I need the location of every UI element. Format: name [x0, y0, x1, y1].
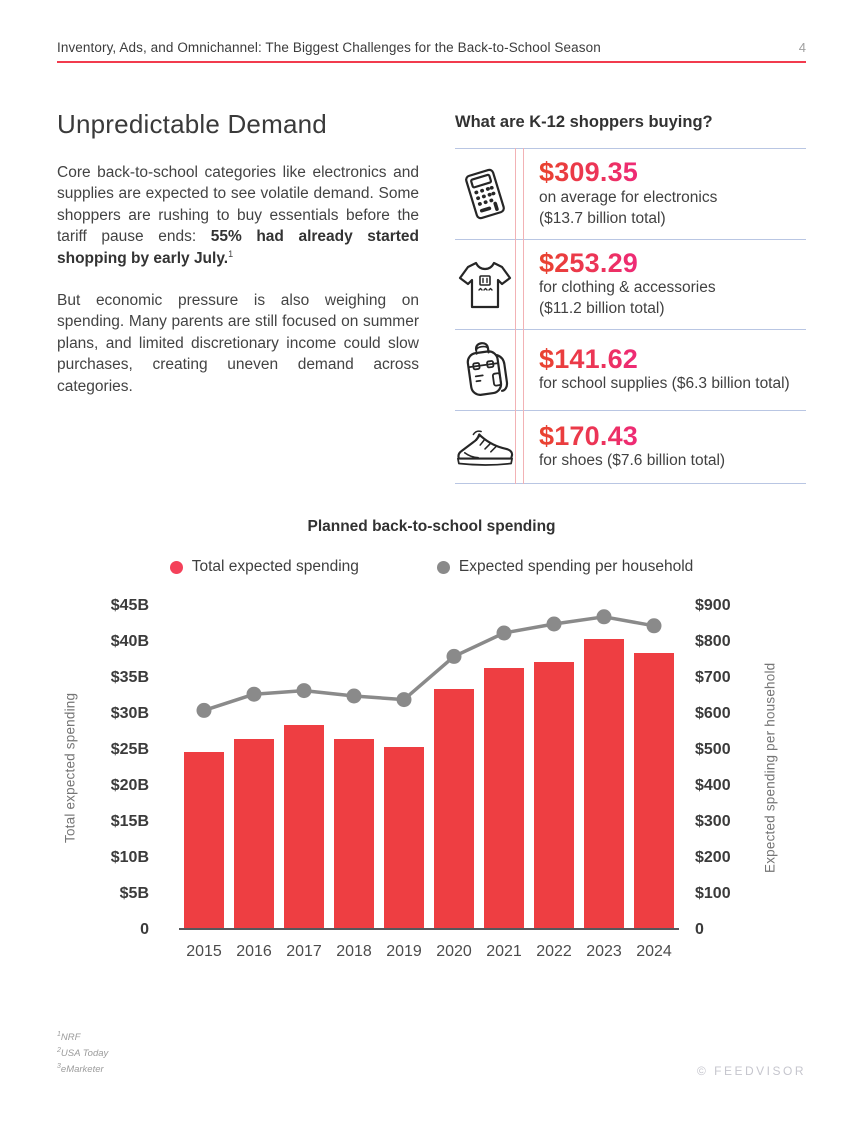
line-point-2022	[547, 617, 562, 632]
item-description: for clothing & accessories	[539, 279, 716, 297]
x-axis-label: 2018	[336, 943, 372, 961]
axis-tick-label: $700	[695, 669, 731, 687]
paragraph-2: But economic pressure is also weighing on spending. Many parents are still focused on summer plans, and limited discretionary income could slow purchases, creating uneven demand across categories.	[57, 292, 419, 395]
x-axis-label: 2023	[586, 943, 622, 961]
line-point-2017	[297, 683, 312, 698]
paragraph-1-text: Core back-to-school categories like electronics and supplies are expected to see volatile demand. Some shoppers are rushing to buy essentials before the tariff pause ends:	[57, 164, 419, 246]
axis-tick-label: $45B	[110, 597, 149, 615]
paragraph-1	[57, 162, 419, 269]
calculator-icon	[455, 166, 515, 222]
x-axis-labels	[179, 943, 679, 961]
axis-tick-label: $35B	[110, 669, 149, 687]
legend-label: Total expected spending	[191, 558, 359, 576]
axis-tick-label: $600	[695, 705, 731, 723]
axis-tick-label: $200	[695, 849, 731, 867]
plot-area	[179, 606, 679, 930]
plot-column	[179, 606, 679, 961]
line-point-2016	[247, 687, 262, 702]
shopping-items-list	[455, 148, 806, 484]
footnote: $^1$NRF	[57, 1031, 81, 1044]
axis-tick-label: $800	[695, 633, 731, 651]
legend-label: Expected spending per household	[458, 558, 694, 576]
item-description: for school supplies ($6.3 billion total)	[539, 375, 790, 393]
line-point-2024	[647, 618, 662, 633]
left-axis-title: Total expected spending	[62, 692, 78, 844]
item-price: $141.62	[539, 343, 638, 374]
axis-tick-label: $20B	[110, 777, 149, 795]
tshirt-icon	[455, 256, 515, 312]
line-point-2019	[397, 692, 412, 707]
shopping-item-row	[455, 239, 806, 330]
axis-tick-label: $40B	[110, 633, 149, 651]
legend-item-total-spending	[170, 558, 359, 576]
backpack-icon	[455, 339, 515, 401]
household-spending-line	[179, 606, 679, 930]
page-number: 4	[798, 40, 806, 55]
axis-tick-label: $500	[695, 741, 731, 759]
sneaker-icon	[455, 425, 515, 469]
axis-tick-label: $900	[695, 597, 731, 615]
item-price: $309.35	[539, 157, 638, 187]
chart-plot-wrapper	[57, 597, 806, 961]
item-price: $170.43	[539, 420, 638, 451]
footnote: $^2$USA Today	[57, 1047, 109, 1060]
shopping-item-row	[455, 410, 806, 484]
legend-item-per-household	[437, 558, 693, 576]
axis-tick-label: $30B	[110, 705, 149, 723]
unpredictable-demand-section	[57, 109, 419, 484]
item-description: ($11.2 billion total)	[539, 300, 665, 318]
line-point-2023	[597, 609, 612, 624]
footnote: $^3$eMarketer	[57, 1063, 104, 1076]
line-point-2018	[347, 689, 362, 704]
shopping-item-text	[539, 345, 790, 396]
page-footer	[57, 1030, 806, 1078]
line-point-2020	[447, 649, 462, 664]
x-axis-label: 2019	[386, 943, 422, 961]
legend-dot-icon	[170, 561, 183, 574]
axis-tick-label: 0	[695, 921, 704, 939]
x-axis-label: 2016	[236, 943, 272, 961]
footnote-marker-1: 1	[228, 248, 234, 259]
paragraph-1-bold: 55% had already started shopping by early July.	[57, 228, 419, 267]
x-axis-label: 2021	[486, 943, 522, 961]
x-axis-label: 2017	[286, 943, 322, 961]
copyright: © FEEDVISOR	[696, 1064, 806, 1078]
x-axis-label: 2022	[536, 943, 572, 961]
section-title: Unpredictable Demand	[57, 109, 327, 139]
shopping-item-row	[455, 148, 806, 239]
item-price: $253.29	[539, 247, 638, 278]
axis-tick-label: $15B	[110, 813, 149, 831]
x-axis-label: 2020	[436, 943, 472, 961]
x-axis-label: 2024	[636, 943, 672, 961]
header-title: Inventory, Ads, and Omnichannel: The Biggest Challenges for the Back-to-School Season	[57, 40, 601, 55]
shopping-item-row	[455, 329, 806, 410]
shoppers-buying-section	[455, 109, 806, 484]
chart-legend	[57, 558, 806, 576]
x-axis-label: 2015	[186, 943, 222, 961]
content-columns	[57, 109, 806, 484]
axis-tick-label: $10B	[110, 849, 149, 867]
axis-tick-label: $400	[695, 777, 731, 795]
line-point-2015	[197, 703, 212, 718]
axis-tick-label: $25B	[110, 741, 149, 759]
right-axis-ticks	[695, 597, 759, 939]
shopping-item-text	[539, 158, 717, 230]
right-axis-title: Expected spending per household	[762, 662, 778, 874]
chart-title: Planned back-to-school spending	[307, 518, 556, 536]
axis-tick-label: 0	[140, 921, 149, 939]
axis-tick-label: $5B	[119, 885, 149, 903]
item-description: on average for electronics	[539, 188, 718, 206]
legend-dot-icon	[437, 561, 450, 574]
page-header	[57, 40, 806, 63]
shopping-item-text	[539, 422, 725, 473]
shopping-item-text	[539, 249, 716, 321]
axis-tick-label: $300	[695, 813, 731, 831]
item-description: for shoes ($7.6 billion total)	[539, 452, 726, 470]
axis-tick-label: $100	[695, 885, 731, 903]
shoppers-buying-title: What are K-12 shoppers buying?	[455, 113, 713, 131]
line-point-2021	[497, 626, 512, 641]
item-description: ($13.7 billion total)	[539, 209, 666, 227]
footnotes	[57, 1030, 108, 1078]
spending-chart-section	[57, 518, 806, 961]
left-axis-ticks	[81, 597, 149, 939]
